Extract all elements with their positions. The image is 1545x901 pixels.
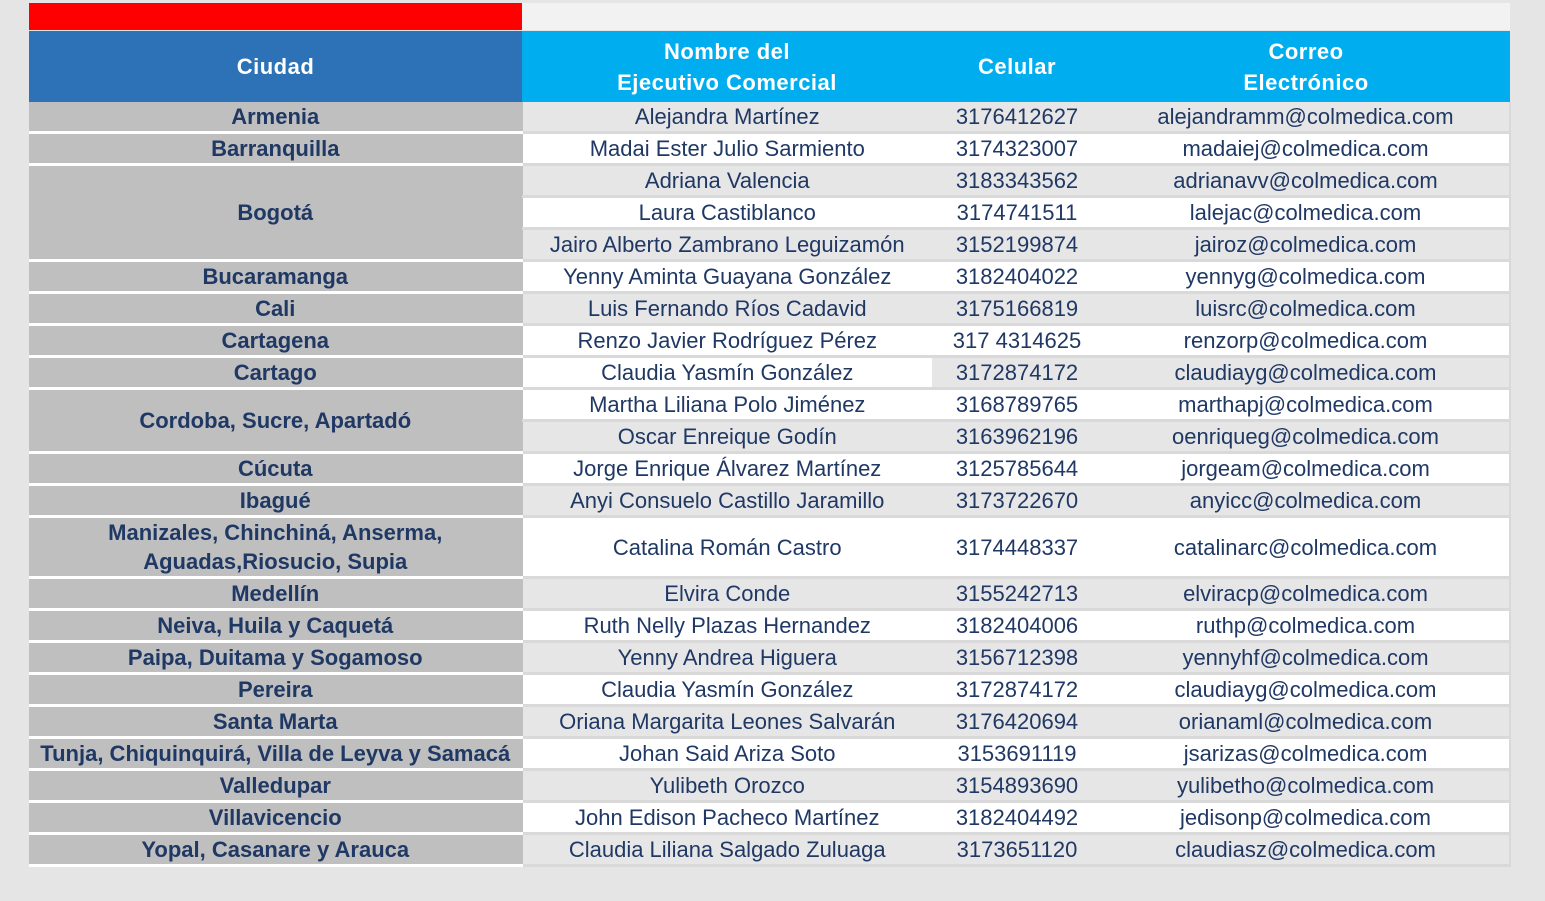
table-row xyxy=(29,706,1510,738)
city-cell: Barranquilla xyxy=(29,133,522,165)
table-row xyxy=(29,770,1510,802)
table-row xyxy=(29,517,1510,578)
email-address: jairoz@colmedica.com xyxy=(1102,229,1510,261)
executive-name: Johan Said Ariza Soto xyxy=(522,738,932,770)
email-address: madaiej@colmedica.com xyxy=(1102,133,1510,165)
table-row xyxy=(29,802,1510,834)
phone-number: 3155242713 xyxy=(932,578,1102,610)
executive-name: Yenny Aminta Guayana González xyxy=(522,261,932,293)
email-address: claudiayg@colmedica.com xyxy=(1102,357,1510,389)
table-row xyxy=(29,485,1510,517)
executive-name: Yulibeth Orozco xyxy=(522,770,932,802)
top-strip xyxy=(522,3,1510,30)
email-address: claudiasz@colmedica.com xyxy=(1102,834,1510,866)
header-row xyxy=(29,31,1510,102)
phone-number: 3172874172 xyxy=(932,357,1102,389)
table-row xyxy=(29,165,1510,197)
email-address: adrianavv@colmedica.com xyxy=(1102,165,1510,197)
table-row xyxy=(29,453,1510,485)
executive-name: Laura Castiblanco xyxy=(522,197,932,229)
email-address: jorgeam@colmedica.com xyxy=(1102,453,1510,485)
email-address: renzorp@colmedica.com xyxy=(1102,325,1510,357)
table-row xyxy=(29,325,1510,357)
phone-number: 3176412627 xyxy=(932,102,1102,133)
executive-name: Madai Ester Julio Sarmiento xyxy=(522,133,932,165)
city-cell: Yopal, Casanare y Arauca xyxy=(29,834,522,866)
table-row xyxy=(29,389,1510,421)
city-cell: Santa Marta xyxy=(29,706,522,738)
table-row xyxy=(29,578,1510,610)
phone-number: 3174448337 xyxy=(932,517,1102,578)
email-address: alejandramm@colmedica.com xyxy=(1102,102,1510,133)
table-row xyxy=(29,610,1510,642)
executive-name: Luis Fernando Ríos Cadavid xyxy=(522,293,932,325)
phone-number: 3163962196 xyxy=(932,421,1102,453)
city-cell: Valledupar xyxy=(29,770,522,802)
executive-name: Alejandra Martínez xyxy=(522,102,932,133)
phone-number: 3154893690 xyxy=(932,770,1102,802)
phone-number: 3172874172 xyxy=(932,674,1102,706)
header-email: Correo Electrónico xyxy=(1102,31,1510,102)
executive-name: Renzo Javier Rodríguez Pérez xyxy=(522,325,932,357)
city-cell: Manizales, Chinchiná, Anserma, Aguadas,Riosucio, Supia xyxy=(29,517,522,578)
email-address: catalinarc@colmedica.com xyxy=(1102,517,1510,578)
city-cell: Tunja, Chiquinquirá, Villa de Leyva y Samacá xyxy=(29,738,522,770)
phone-number: 3175166819 xyxy=(932,293,1102,325)
email-address: jedisonp@colmedica.com xyxy=(1102,802,1510,834)
executive-name: Jairo Alberto Zambrano Leguizamón xyxy=(522,229,932,261)
phone-number: 3183343562 xyxy=(932,165,1102,197)
executive-name: Claudia Yasmín González xyxy=(522,674,932,706)
header-name: Nombre del Ejecutivo Comercial xyxy=(522,31,932,102)
email-address: elviracp@colmedica.com xyxy=(1102,578,1510,610)
email-address: claudiayg@colmedica.com xyxy=(1102,674,1510,706)
red-accent-bar xyxy=(29,3,522,30)
email-address: lalejac@colmedica.com xyxy=(1102,197,1510,229)
city-cell: Bogotá xyxy=(29,165,522,261)
city-cell: Cordoba, Sucre, Apartadó xyxy=(29,389,522,453)
executive-name: Martha Liliana Polo Jiménez xyxy=(522,389,932,421)
table-row xyxy=(29,261,1510,293)
city-cell: Cartago xyxy=(29,357,522,389)
city-cell: Cúcuta xyxy=(29,453,522,485)
city-cell: Villavicencio xyxy=(29,802,522,834)
email-address: ruthp@colmedica.com xyxy=(1102,610,1510,642)
phone-number: 3173651120 xyxy=(932,834,1102,866)
city-cell: Neiva, Huila y Caquetá xyxy=(29,610,522,642)
executive-name: Claudia Liliana Salgado Zuluaga xyxy=(522,834,932,866)
executive-name: Catalina Román Castro xyxy=(522,517,932,578)
executive-name: Claudia Yasmín González xyxy=(522,357,932,389)
phone-number: 3182404006 xyxy=(932,610,1102,642)
city-cell: Ibagué xyxy=(29,485,522,517)
phone-number: 3174323007 xyxy=(932,133,1102,165)
executive-name: Elvira Conde xyxy=(522,578,932,610)
table-row xyxy=(29,674,1510,706)
phone-number: 3125785644 xyxy=(932,453,1102,485)
executive-name: Oriana Margarita Leones Salvarán xyxy=(522,706,932,738)
executive-name: Adriana Valencia xyxy=(522,165,932,197)
phone-number: 3168789765 xyxy=(932,389,1102,421)
phone-number: 3174741511 xyxy=(932,197,1102,229)
phone-number: 3152199874 xyxy=(932,229,1102,261)
table-row xyxy=(29,293,1510,325)
email-address: yennyhf@colmedica.com xyxy=(1102,642,1510,674)
email-address: orianaml@colmedica.com xyxy=(1102,706,1510,738)
email-address: yulibetho@colmedica.com xyxy=(1102,770,1510,802)
city-cell: Paipa, Duitama y Sogamoso xyxy=(29,642,522,674)
executive-name: John Edison Pacheco Martínez xyxy=(522,802,932,834)
email-address: yennyg@colmedica.com xyxy=(1102,261,1510,293)
email-address: luisrc@colmedica.com xyxy=(1102,293,1510,325)
phone-number: 317 4314625 xyxy=(932,325,1102,357)
header-phone: Celular xyxy=(932,31,1102,102)
email-address: oenriqueg@colmedica.com xyxy=(1102,421,1510,453)
phone-number: 3176420694 xyxy=(932,706,1102,738)
executive-name: Yenny Andrea Higuera xyxy=(522,642,932,674)
city-cell: Medellín xyxy=(29,578,522,610)
table-row xyxy=(29,738,1510,770)
phone-number: 3156712398 xyxy=(932,642,1102,674)
table-row xyxy=(29,642,1510,674)
table-row xyxy=(29,102,1510,133)
table-row xyxy=(29,834,1510,866)
contacts-table xyxy=(29,31,1511,867)
email-address: marthapj@colmedica.com xyxy=(1102,389,1510,421)
city-cell: Pereira xyxy=(29,674,522,706)
city-cell: Armenia xyxy=(29,102,522,133)
phone-number: 3182404492 xyxy=(932,802,1102,834)
phone-number: 3153691119 xyxy=(932,738,1102,770)
city-cell: Cartagena xyxy=(29,325,522,357)
email-address: anyicc@colmedica.com xyxy=(1102,485,1510,517)
executive-name: Oscar Enreique Godín xyxy=(522,421,932,453)
phone-number: 3173722670 xyxy=(932,485,1102,517)
executive-name: Ruth Nelly Plazas Hernandez xyxy=(522,610,932,642)
table-row xyxy=(29,357,1510,389)
phone-number: 3182404022 xyxy=(932,261,1102,293)
email-address: jsarizas@colmedica.com xyxy=(1102,738,1510,770)
city-cell: Cali xyxy=(29,293,522,325)
executive-name: Anyi Consuelo Castillo Jaramillo xyxy=(522,485,932,517)
table-row xyxy=(29,133,1510,165)
header-city: Ciudad xyxy=(29,31,522,102)
executive-name: Jorge Enrique Álvarez Martínez xyxy=(522,453,932,485)
city-cell: Bucaramanga xyxy=(29,261,522,293)
